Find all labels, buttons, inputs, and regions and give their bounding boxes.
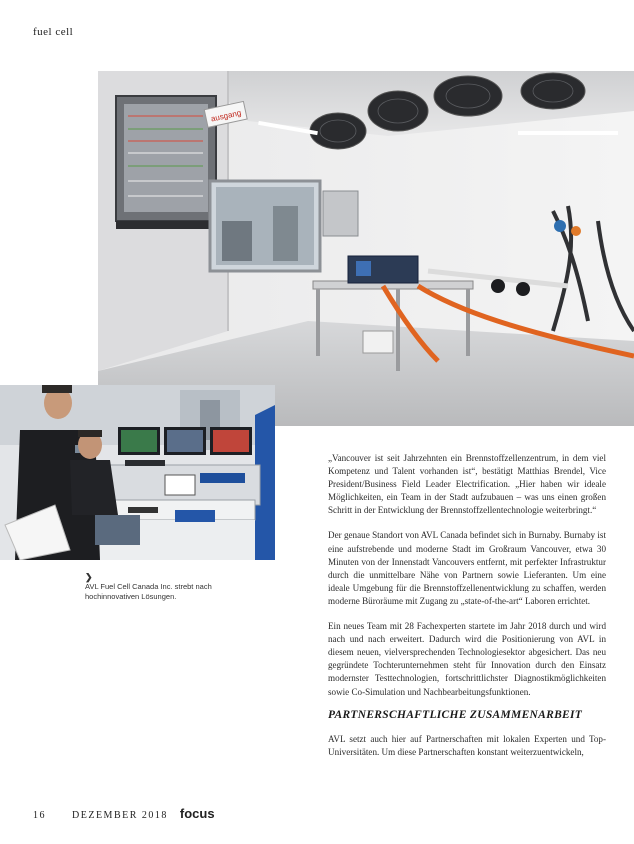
caption-arrow-icon: ❯ <box>85 572 93 582</box>
caption-text: AVL Fuel Cell Canada Inc. strebt nach hochinnovativen Lösungen. <box>85 582 212 601</box>
page-number: 16 <box>33 810 46 821</box>
inset-photo-engineers <box>0 385 275 560</box>
paragraph: „Vancouver ist seit Jahrzehnten ein Brennstoffzellenzentrum, in dem viel Kompetenz und Talent vorhanden ist“, bestätigt Matthias Brendel, Vice President/Business Field Leader Electrification. „Hier haben wir ideale Möglichkeiten, ein Team in der Stadt aufzubauen – was uns einen großen Schritt in der Entwicklung der Brennstoffzellentechnologie weiterbringt.“ <box>328 453 606 516</box>
paragraph: Ein neues Team mit 28 Fachexperten startete im Jahr 2018 durch und wird nach und nach erweitert. Dadurch wird die Positionierung von AVL in diesem neuen, vielversprechenden Technologiesektor abgesichert. Das neu gegründete Tochterunternehmen steht für Innovation durch den Einsatz modernster Testtechnologien, fortschrittlichster Diagnostikmöglichkeiten sowie Co-Simulation und Nachbearbeitungsfunktionen. <box>328 621 606 697</box>
photo-caption <box>85 572 265 602</box>
section-label: fuel cell <box>33 26 74 38</box>
section-heading: PARTNERSCHAFTLICHE ZUSAMMENARBEIT <box>328 709 583 721</box>
paragraph: AVL setzt auch hier auf Partnerschaften mit lokalen Experten und Top-Universitäten. Um diese Partnerschaften konstant weiterzuentwickeln, <box>328 734 606 758</box>
issue-date: DEZEMBER 2018 <box>72 810 168 821</box>
hero-photo-test-lab <box>98 71 634 426</box>
article-body <box>328 452 606 711</box>
exit-sign: ausgang <box>210 108 242 124</box>
magazine-logo: focus <box>179 806 215 821</box>
paragraph: Der genaue Standort von AVL Canada befindet sich in Burnaby. Burnaby ist eine aufstrebende und moderne Stadt im Großraum Vancouver, etwa 30 Minuten von der Innenstadt Vancouvers entfernt, mit perfekter Infrastruktur durch die unmittelbare Nähe von Partnern sowie Lieferanten. Um eine ideale Umgebung für die Brennstoffzellenentwicklung zu schaffen, werden moderne Büroräume mit Zugang zu „state-of-the-art“ Laboren errichtet. <box>328 530 606 606</box>
article-body-continued <box>328 733 606 759</box>
page-footer <box>33 806 215 821</box>
